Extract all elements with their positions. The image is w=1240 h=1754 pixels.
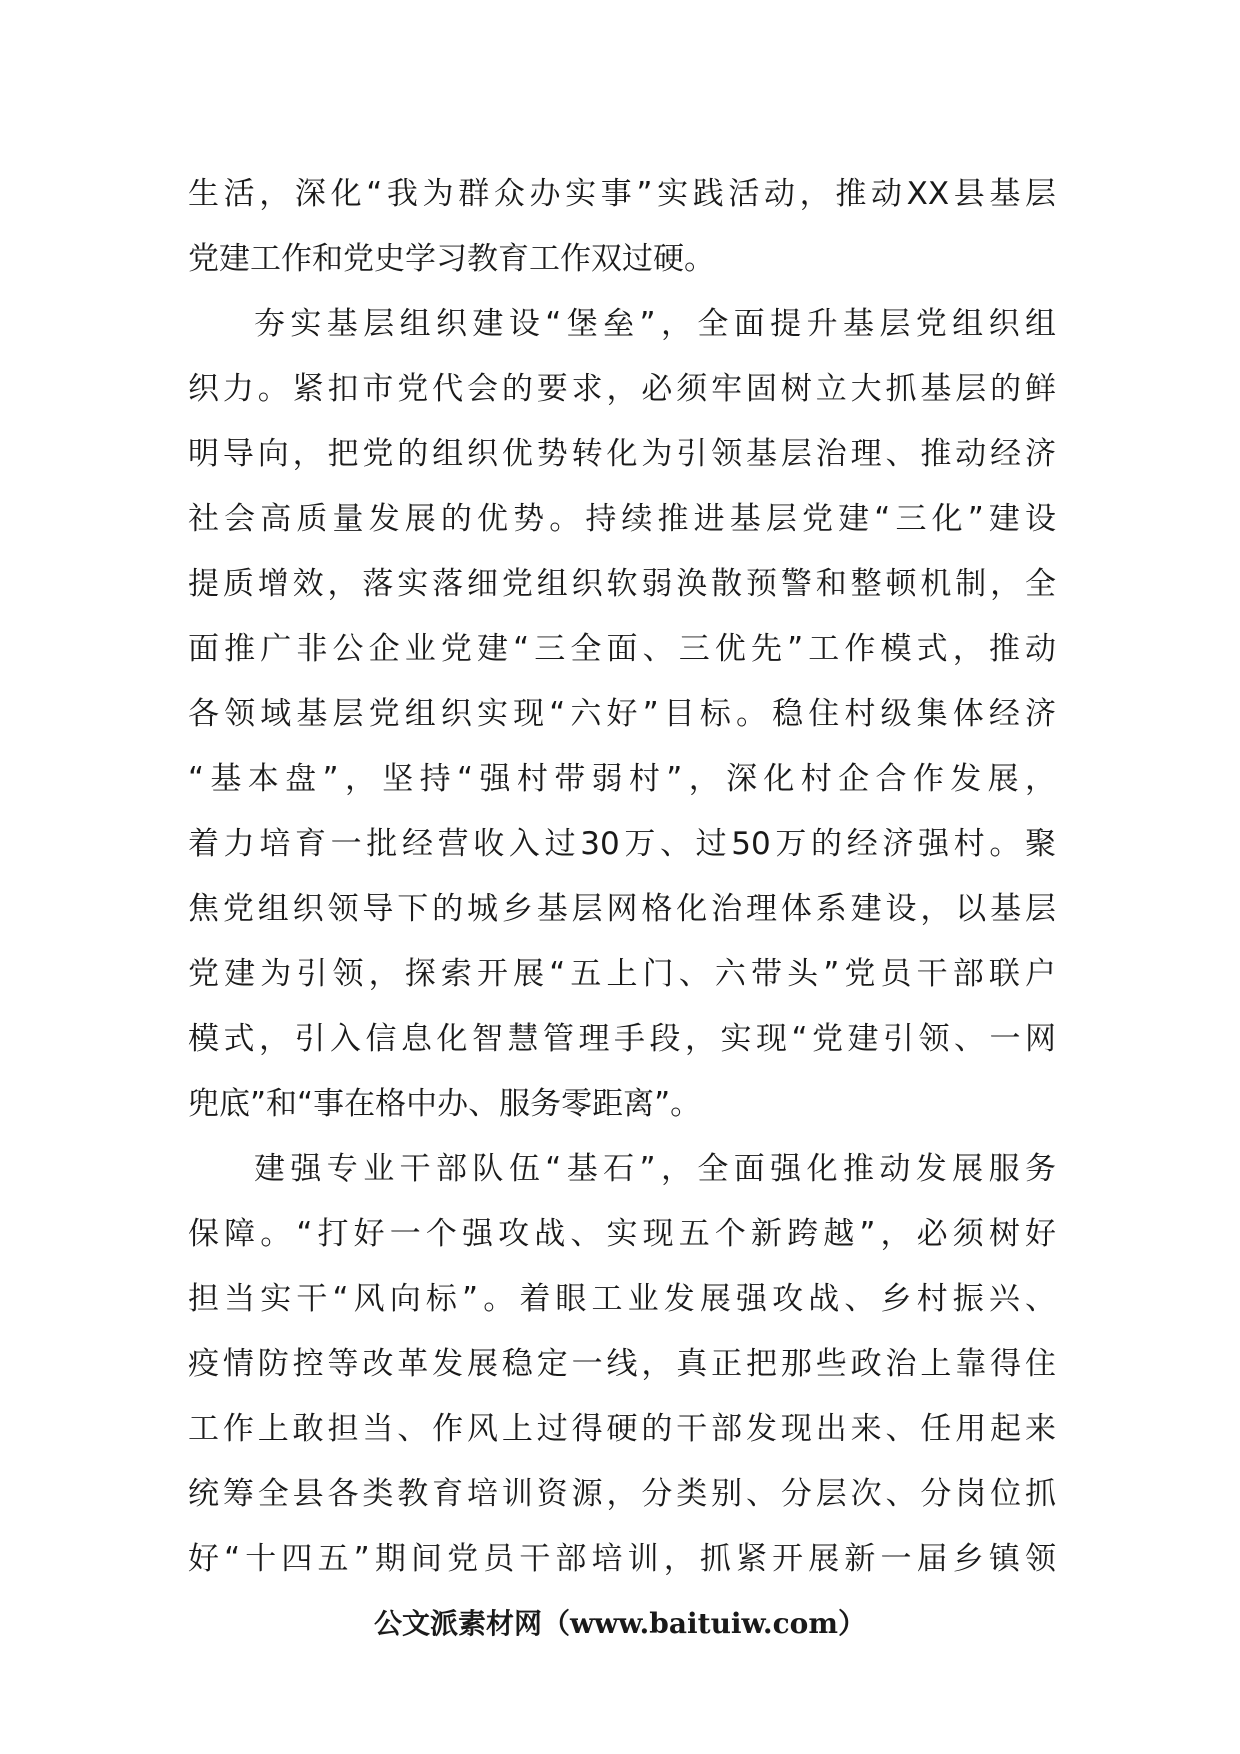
text-line: 疫情防控等改革发展稳定一线，真正把那些政治上靠得住 [188,1346,1056,1382]
text-line: 模式，引入信息化智慧管理手段，实现“党建引领、一网 [188,1021,1056,1057]
text-line: 明导向，把党的组织优势转化为引领基层治理、推动经济 [188,436,1056,472]
paragraph-start-line: 建强专业干部队伍“基石”，全面强化推动发展服务 [254,1151,1056,1187]
text-line: 提质增效，落实落细党组织软弱涣散预警和整顿机制，全 [188,566,1056,602]
text-line: 着力培育一批经营收入过30万、过50万的经济强村。聚 [188,826,1056,862]
text-line: “基本盘”，坚持“强村带弱村”，深化村企合作发展， [188,761,1056,797]
document-body [188,162,1056,1592]
text-line: 好“十四五”期间党员干部培训，抓紧开展新一届乡镇领 [188,1541,1056,1577]
text-line: 社会高质量发展的优势。持续推进基层党建“三化”建设 [188,501,1056,537]
text-line: 保障。“打好一个强攻战、实现五个新跨越”，必须树好 [188,1216,1056,1252]
text-line: 统筹全县各类教育培训资源，分类别、分层次、分岗位抓 [188,1476,1056,1512]
footer-watermark: 公文派素材网（www.baituiw.com） [374,1607,866,1640]
text-line: 党建工作和党史学习教育工作双过硬。 [188,241,715,277]
text-line: 焦党组织领导下的城乡基层网格化治理体系建设，以基层 [188,891,1056,927]
text-line: 兜底”和“事在格中办、服务零距离”。 [188,1086,702,1122]
text-line: 党建为引领，探索开展“五上门、六带头”党员干部联户 [188,956,1056,992]
text-line: 织力。紧扣市党代会的要求，必须牢固树立大抓基层的鲜 [188,371,1056,407]
text-line: 生活，深化“我为群众办实事”实践活动，推动XX县基层 [188,176,1056,212]
paragraph-start-line: 夯实基层组织建设“堡垒”，全面提升基层党组织组 [254,306,1056,342]
text-line: 担当实干“风向标”。着眼工业发展强攻战、乡村振兴、 [188,1281,1056,1317]
text-line: 面推广非公企业党建“三全面、三优先”工作模式，推动 [188,631,1056,667]
text-line: 工作上敢担当、作风上过得硬的干部发现出来、任用起来 [188,1411,1056,1447]
text-line: 各领域基层党组织实现“六好”目标。稳住村级集体经济 [188,696,1056,732]
